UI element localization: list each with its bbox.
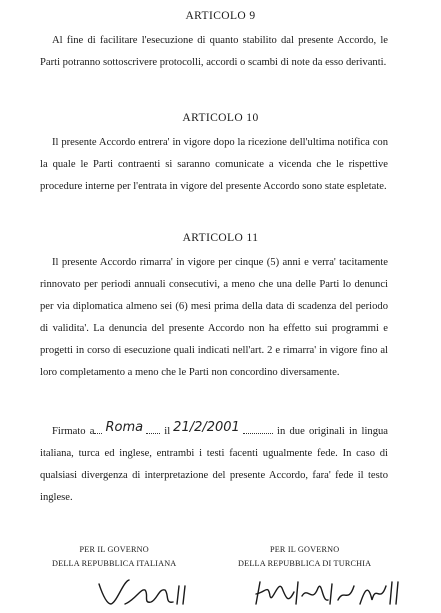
left-signatory-line2: DELLA REPUBBLICA ITALIANA <box>52 559 177 568</box>
article-10-text: Il presente Accordo entrera' in vigore dopo la ricezione dell'ultima notifica con la quale le Parti contraenti si saranno comunicate a vicenda che le rispettive procedure interne per l'entrata in vigore del presente Accordo sono state espletate. <box>40 137 388 192</box>
signing-prefix: Firmato a <box>52 426 95 437</box>
signing-clause <box>40 420 388 509</box>
left-signatory-line1: PER IL GOVERNO <box>79 545 149 554</box>
article-11-heading: ARTICOLO 11 <box>182 232 259 244</box>
right-handwritten-signature <box>252 574 412 610</box>
left-signatory-caption <box>52 543 176 571</box>
right-signatory-line2: DELLA REPUBBLICA DI TURCHIA <box>238 559 372 568</box>
signing-date-label: il <box>164 426 171 437</box>
signing-place-handwritten: Roma <box>105 420 144 435</box>
article-9-heading: ARTICOLO 9 <box>185 10 256 22</box>
signing-rest-text: lingua italiana, turca ed inglese, entrambi i testi facenti ugualmente fede. In caso di qualsiasi divergenza di interpretazione del presente Accordo, fara' fede il testo inglese. <box>40 426 388 503</box>
article-9-text: Al fine di facilitare l'esecuzione di quanto stabilito dal presente Accordo, le Parti potranno sottoscrivere protocolli, accordi o scambi di note da esso derivanti. <box>40 35 388 68</box>
right-signatory-line1: PER IL GOVERNO <box>269 545 340 554</box>
left-handwritten-signature <box>95 574 205 610</box>
right-signatory-caption <box>238 543 371 571</box>
signing-rest-line1: in due originali in <box>277 426 358 437</box>
article-10-heading: ARTICOLO 10 <box>182 112 259 124</box>
article-11-text: Il presente Accordo rimarra' in vigore per cinque (5) anni e verra' tacitamente rinnovato per periodi annuali consecutivi, a meno che una delle Parti lo denunci per via diplomatica almeno sei (6) mesi prima della data di scadenza del periodo di validita'. La denuncia del presente Accordo non ha effetto sui programmi e progetti in corso di esecuzione quali indicati nell'art. 2 e rimarra' in vigore fino al loro completamento a meno che le Parti non concordino diversamente. <box>40 257 388 378</box>
signing-date-handwritten: 21/2/2001 <box>173 420 240 435</box>
